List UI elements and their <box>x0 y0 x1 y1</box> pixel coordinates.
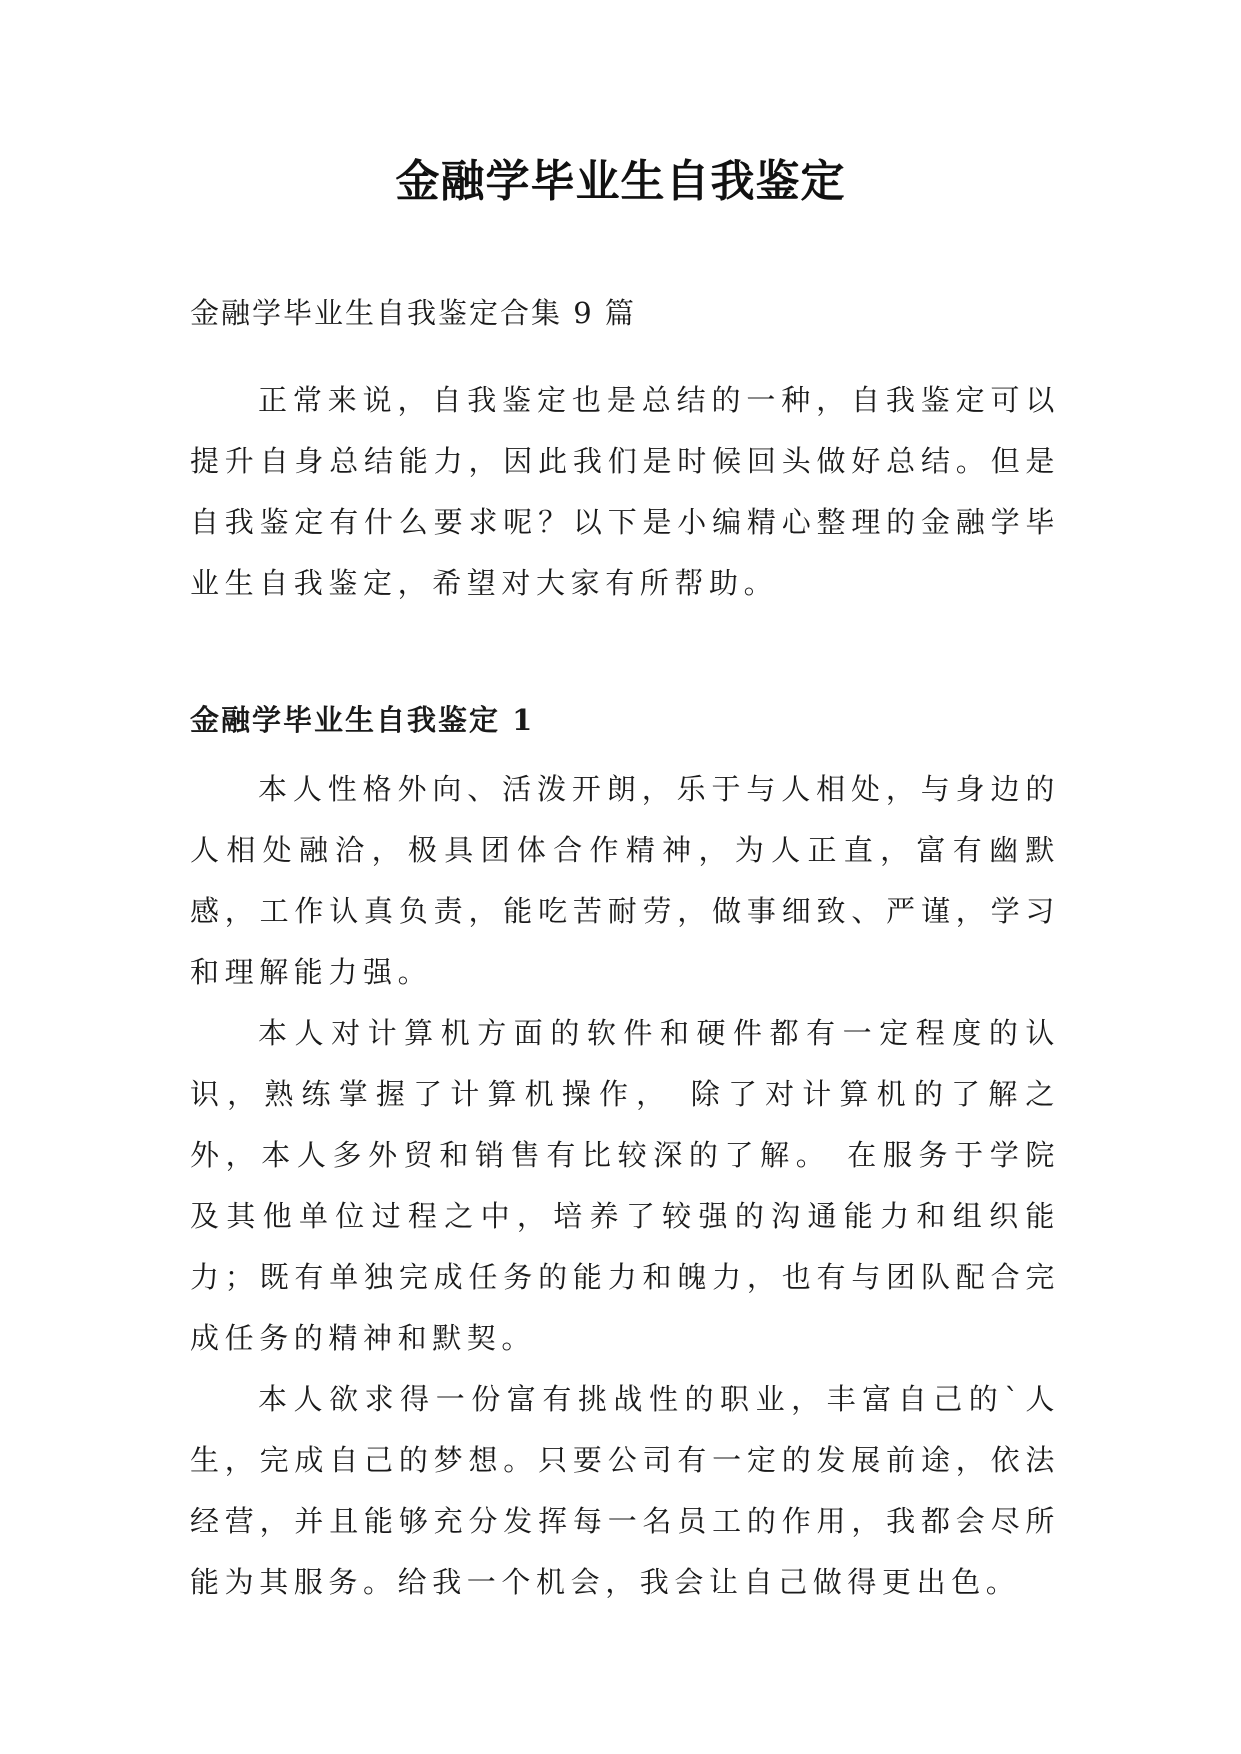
body-paragraph: 本人性格外向、活泼开朗，乐于与人相处，与身边的人相处融洽，极具团体合作精神，为人正直，富有幽默感，工作认真负责，能吃苦耐劳，做事细致、严谨，学习和理解能力强。 <box>190 772 1060 989</box>
document-subtitle: 金融学毕业生自我鉴定合集 9 篇 <box>190 296 636 330</box>
body-paragraph: 本人对计算机方面的软件和硬件都有一定程度的认识，熟练掌握了计算机操作， 除了对计算机的了解之外，本人多外贸和销售有比较深的了解。 在服务于学院及其他单位过程之中，培养了较强的沟通能力和组织能力；既有单独完成任务的能力和魄力，也有与团队配合完成任务的精神和默契。 <box>190 1016 1060 1355</box>
section-heading: 金融学毕业生自我鉴定 1 <box>190 703 535 737</box>
document-title: 金融学毕业生自我鉴定 <box>395 156 846 207</box>
section-body <box>190 759 1060 1613</box>
intro-block <box>190 370 1060 614</box>
body-paragraph: 本人欲求得一份富有挑战性的职业，丰富自己的`人生，完成自己的梦想。只要公司有一定的发展前途，依法经营，并且能够充分发挥每一名员工的作用，我都会尽所能为其服务。给我一个机会，我会让自己做得更出色。 <box>190 1382 1060 1599</box>
intro-paragraph: 正常来说，自我鉴定也是总结的一种，自我鉴定可以提升自身总结能力，因此我们是时候回头做好总结。但是自我鉴定有什么要求呢？以下是小编精心整理的金融学毕业生自我鉴定，希望对大家有所帮助。 <box>190 383 1060 600</box>
